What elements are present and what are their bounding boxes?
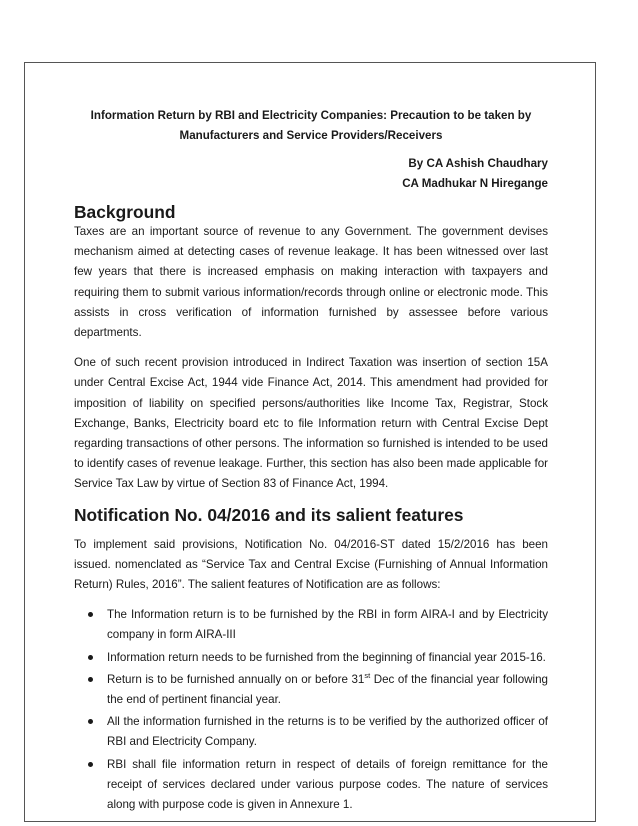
list-item-text: RBI shall file information return in respect of details of foreign remittance for the receipt of services declared under various purpose codes. The nature of services along with purpose code is given in Annexure 1. bbox=[107, 757, 548, 812]
author-1: By CA Ashish Chaudhary bbox=[408, 157, 548, 170]
bullet-icon bbox=[88, 762, 93, 767]
background-heading: Background bbox=[74, 202, 176, 222]
list-item bbox=[74, 712, 548, 752]
author-2: CA Madhukar N Hiregange bbox=[402, 177, 548, 190]
bullet-icon bbox=[88, 677, 93, 682]
bullet-icon bbox=[88, 612, 93, 617]
spacer bbox=[74, 595, 548, 605]
spacer bbox=[74, 343, 548, 353]
spacer bbox=[74, 525, 548, 535]
list-item bbox=[74, 755, 548, 816]
title-line-2: Manufacturers and Service Providers/Receivers bbox=[179, 129, 443, 142]
spacer bbox=[74, 495, 548, 505]
list-item bbox=[74, 670, 548, 710]
ordinal-suffix: st bbox=[364, 671, 371, 680]
list-item-text-start: Return is to be furnished annually on or before 31 bbox=[107, 672, 365, 686]
features-list bbox=[74, 605, 548, 815]
background-paragraph-1: Taxes are an important source of revenue to any Government. The government devises mechanism aimed at detecting cases of revenue leakage. It has been witnessed over last few years that there is increased emphasis on making interaction with taxpayers and requiring them to submit various information/records through online or electronic mode. This assists in cross verification of information furnished by assessee before various departments. bbox=[74, 225, 548, 340]
title-line-1: Information Return by RBI and Electricity Companies: Precaution to be taken by bbox=[90, 109, 532, 122]
list-item-text: Information return needs to be furnished from the beginning of financial year 2015-16. bbox=[107, 650, 546, 664]
author-block bbox=[74, 154, 548, 194]
document-title bbox=[74, 106, 548, 146]
list-item-text: All the information furnished in the returns is to be verified by the authorized officer of RBI and Electricity Company. bbox=[107, 715, 548, 749]
list-item-text: The Information return is to be furnished by the RBI in form AIRA-I and by Electricity company in form AIRA-III bbox=[107, 608, 548, 642]
notification-heading: Notification No. 04/2016 and its salient features bbox=[74, 504, 464, 525]
spacer bbox=[74, 194, 548, 202]
list-item bbox=[74, 605, 548, 645]
bullet-icon bbox=[88, 719, 93, 724]
background-paragraph-2: One of such recent provision introduced in Indirect Taxation was insertion of section 15A under Central Excise Act, 1944 vide Finance Act, 2014. This amendment had provided for imposition of liability on specified persons/authorities like Income Tax, Registrar, Stock Exchange, Banks, Electricity board etc to file Information return with Central Excise Dept regarding transactions of other persons. The information so furnished is intended to be used to identify cases of revenue leakage. Further, this section has also been made applicable for Service Tax Law by virtue of Section 83 of Finance Act, 1994. bbox=[74, 356, 548, 491]
bullet-icon bbox=[88, 655, 93, 660]
list-item bbox=[74, 648, 548, 668]
list-item-text-end: Dec of the financial year following the end of pertinent financial year. bbox=[107, 672, 548, 707]
notification-paragraph: To implement said provisions, Notification No. 04/2016-ST dated 15/2/2016 has been issued. nomenclated as “Service Tax and Central Excise (Furnishing of Annual Information Return) Rules, 2016”. The salient features of Notification are as follows: bbox=[74, 537, 548, 592]
document-body bbox=[74, 106, 548, 817]
